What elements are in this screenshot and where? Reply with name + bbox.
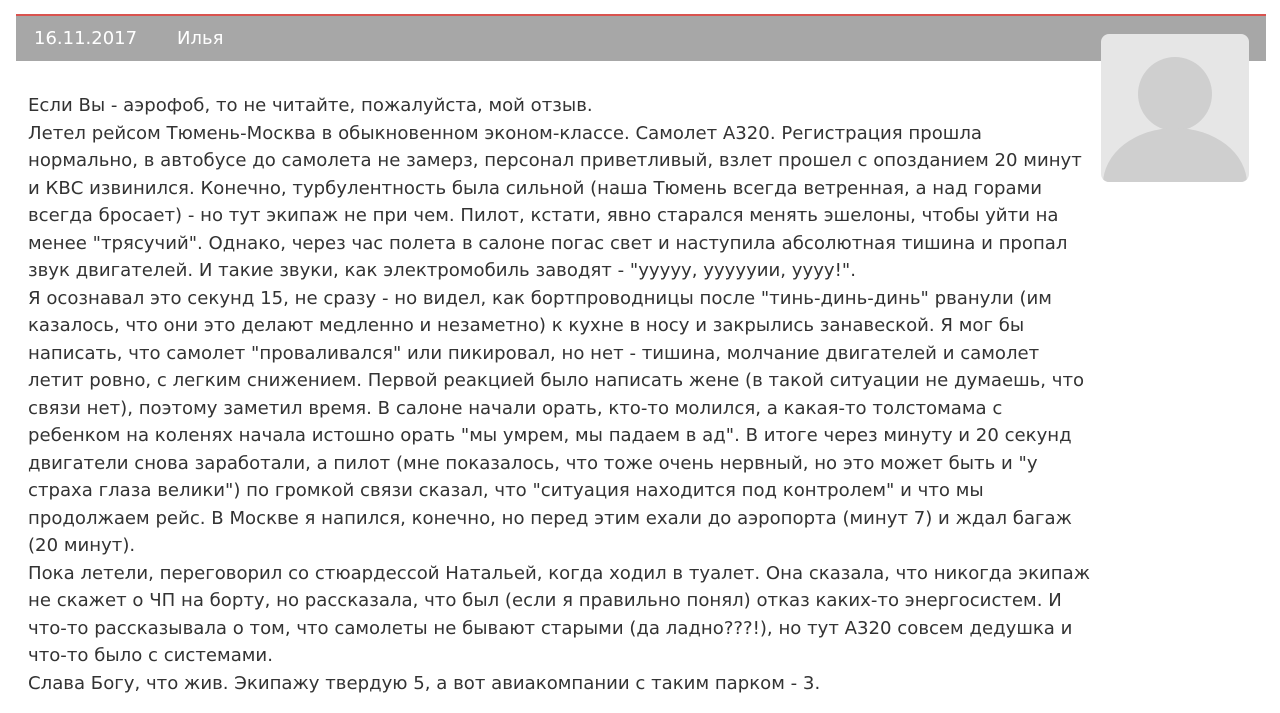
review-text: [28, 92, 1093, 697]
review-paragraph: Слава Богу, что жив. Экипажу твердую 5, а вот авиакомпании с таким парком - 3.: [28, 672, 821, 694]
review-paragraph: Если Вы - аэрофоб, то не читайте, пожалуйста, мой отзыв.: [28, 95, 593, 116]
avatar: [1101, 34, 1249, 182]
review-paragraph: Летел рейсом Тюмень-Москва в обыкновенном эконом-классе. Самолет А320. Регистрация прошла нормально, в автобусе до самолета не замерз, персонал приветливый, взлет прошел с опозданием 20 минут и КВС извинился. Конечно, турбулентность была сильной (наша Тюмень всегда ветренная, а над горами всегда бросает) - но тут экипаж не при чем. Пилот, кстати, явно старался менять эшелоны, чтобы уйти на менее "трясучий". Однако, через час полета в салоне погас свет и наступила абсолютная тишина и пропал звук двигателей. И такие звуки, как электромобиль заводят - "ууууу, уууууии, уууу!".: [28, 122, 1082, 281]
review-header: [16, 16, 1266, 61]
review-author: Илья: [177, 28, 224, 49]
user-silhouette-icon: [1101, 34, 1249, 182]
review-paragraph: Я осознавал это секунд 15, не сразу - но видел, как бортпроводницы после "тинь-динь-динь" рванули (им казалось, что они это делают медленно и незаметно) к кухне в носу и закрылись занавеской. Я мог бы написать, что самолет "проваливался" или пикировал, но нет - тишина, молчание двигателей и самолет летит ровно, с легким снижением. Первой реакцией было написать жене (в такой ситуации не думаешь, что связи нет), поэтому заметил время. В салоне начали орать, кто-то молился, а какая-то толстомама с ребенком на коленях начала истошно орать "мы умрем, мы падаем в ад". В итоге через минуту и 20 секунд двигатели снова заработали, а пилот (мне показалось, что тоже очень нервный, но это может быть и "у страха глаза велики") по громкой связи сказал, что "ситуация находится под контролем" и что мы продолжаем рейс. В Москве я напился, конечно, но перед этим ехали до аэропорта (минут 7) и ждал багаж (20 минут).: [28, 287, 1085, 556]
review-card: [16, 14, 1266, 713]
review-paragraph: Пока летели, переговорил со стюардессой Натальей, когда ходил в туалет. Она сказала, что никогда экипаж не скажет о ЧП на борту, но рассказала, что был (если я правильно понял) отказ каких-то энергосистем. И что-то рассказывала о том, что самолеты не бывают старыми (да ладно???!), но тут А320 совсем дедушка и что-то было с системами.: [28, 562, 1090, 666]
review-date: 16.11.2017: [34, 28, 138, 49]
